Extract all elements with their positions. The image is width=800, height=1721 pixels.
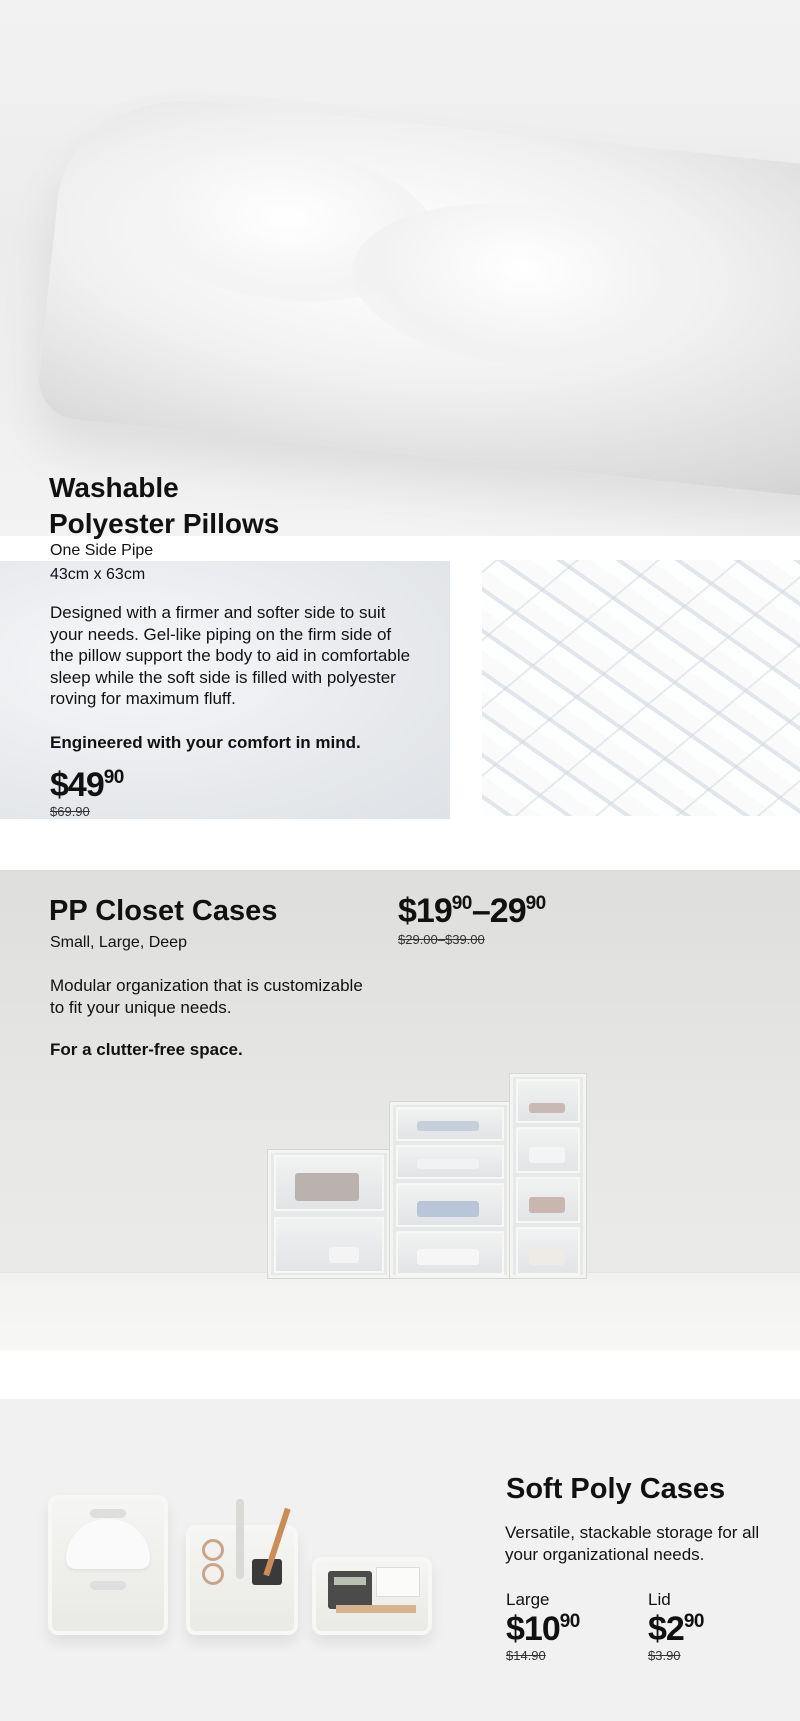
large-case-stack bbox=[390, 1102, 510, 1278]
closet-description: Modular organization that is customizable to fit your unique needs. bbox=[50, 976, 363, 1017]
closet-price-range: $\$19^{90}-29^{90}$ bbox=[398, 892, 546, 930]
closet-tagline: For a clutter-free space. bbox=[50, 1040, 243, 1059]
softpoly-lid-was-price: $3.90 bbox=[648, 1648, 681, 1663]
pillow-illustration bbox=[35, 87, 800, 503]
softpoly-large-price: $\$10^{90}$ bbox=[506, 1610, 580, 1648]
large-soft-case bbox=[48, 1495, 168, 1635]
small-case-stack bbox=[268, 1150, 390, 1278]
pillows-description: Designed with a firmer and softer side to suit your needs. Gel-like piping on the firm side of the pillow support the body to aid in comfortable sleep while the soft side is filled with polyester roving for maximum fluff. bbox=[50, 603, 411, 708]
softpoly-description: Versatile, stackable storage for all your organizational needs. bbox=[505, 1523, 760, 1564]
softpoly-large-label: Large bbox=[506, 1590, 550, 1609]
shallow-soft-case bbox=[312, 1557, 432, 1635]
closet-was-price: $29.00–$39.00 bbox=[398, 932, 485, 947]
pillow-hero-image bbox=[0, 0, 800, 536]
pillows-subtitle: One Side Pipe bbox=[50, 542, 154, 559]
pillows-size: 43cm x 63cm bbox=[50, 566, 146, 583]
pillows-tagline: Engineered with your comfort in mind. bbox=[50, 733, 361, 752]
deep-case-stack bbox=[510, 1074, 586, 1278]
softpoly-large-was-price: $14.90 bbox=[506, 1648, 546, 1663]
closet-variants: Small, Large, Deep bbox=[50, 934, 187, 951]
softpoly-lid-price: $\$2^{90}$ bbox=[648, 1610, 704, 1648]
gel-piping-image bbox=[482, 560, 800, 816]
medium-soft-case bbox=[186, 1525, 298, 1635]
pillows-was-price: $69.90 bbox=[50, 804, 90, 819]
closet-title: PP Closet Cases bbox=[49, 895, 278, 927]
pillows-price: $\$49^{90}$ bbox=[50, 766, 124, 804]
softpoly-title: Soft Poly Cases bbox=[506, 1473, 726, 1505]
softpoly-lid-label: Lid bbox=[648, 1590, 671, 1609]
pillows-title: Washable Polyester Pillows bbox=[49, 472, 280, 539]
